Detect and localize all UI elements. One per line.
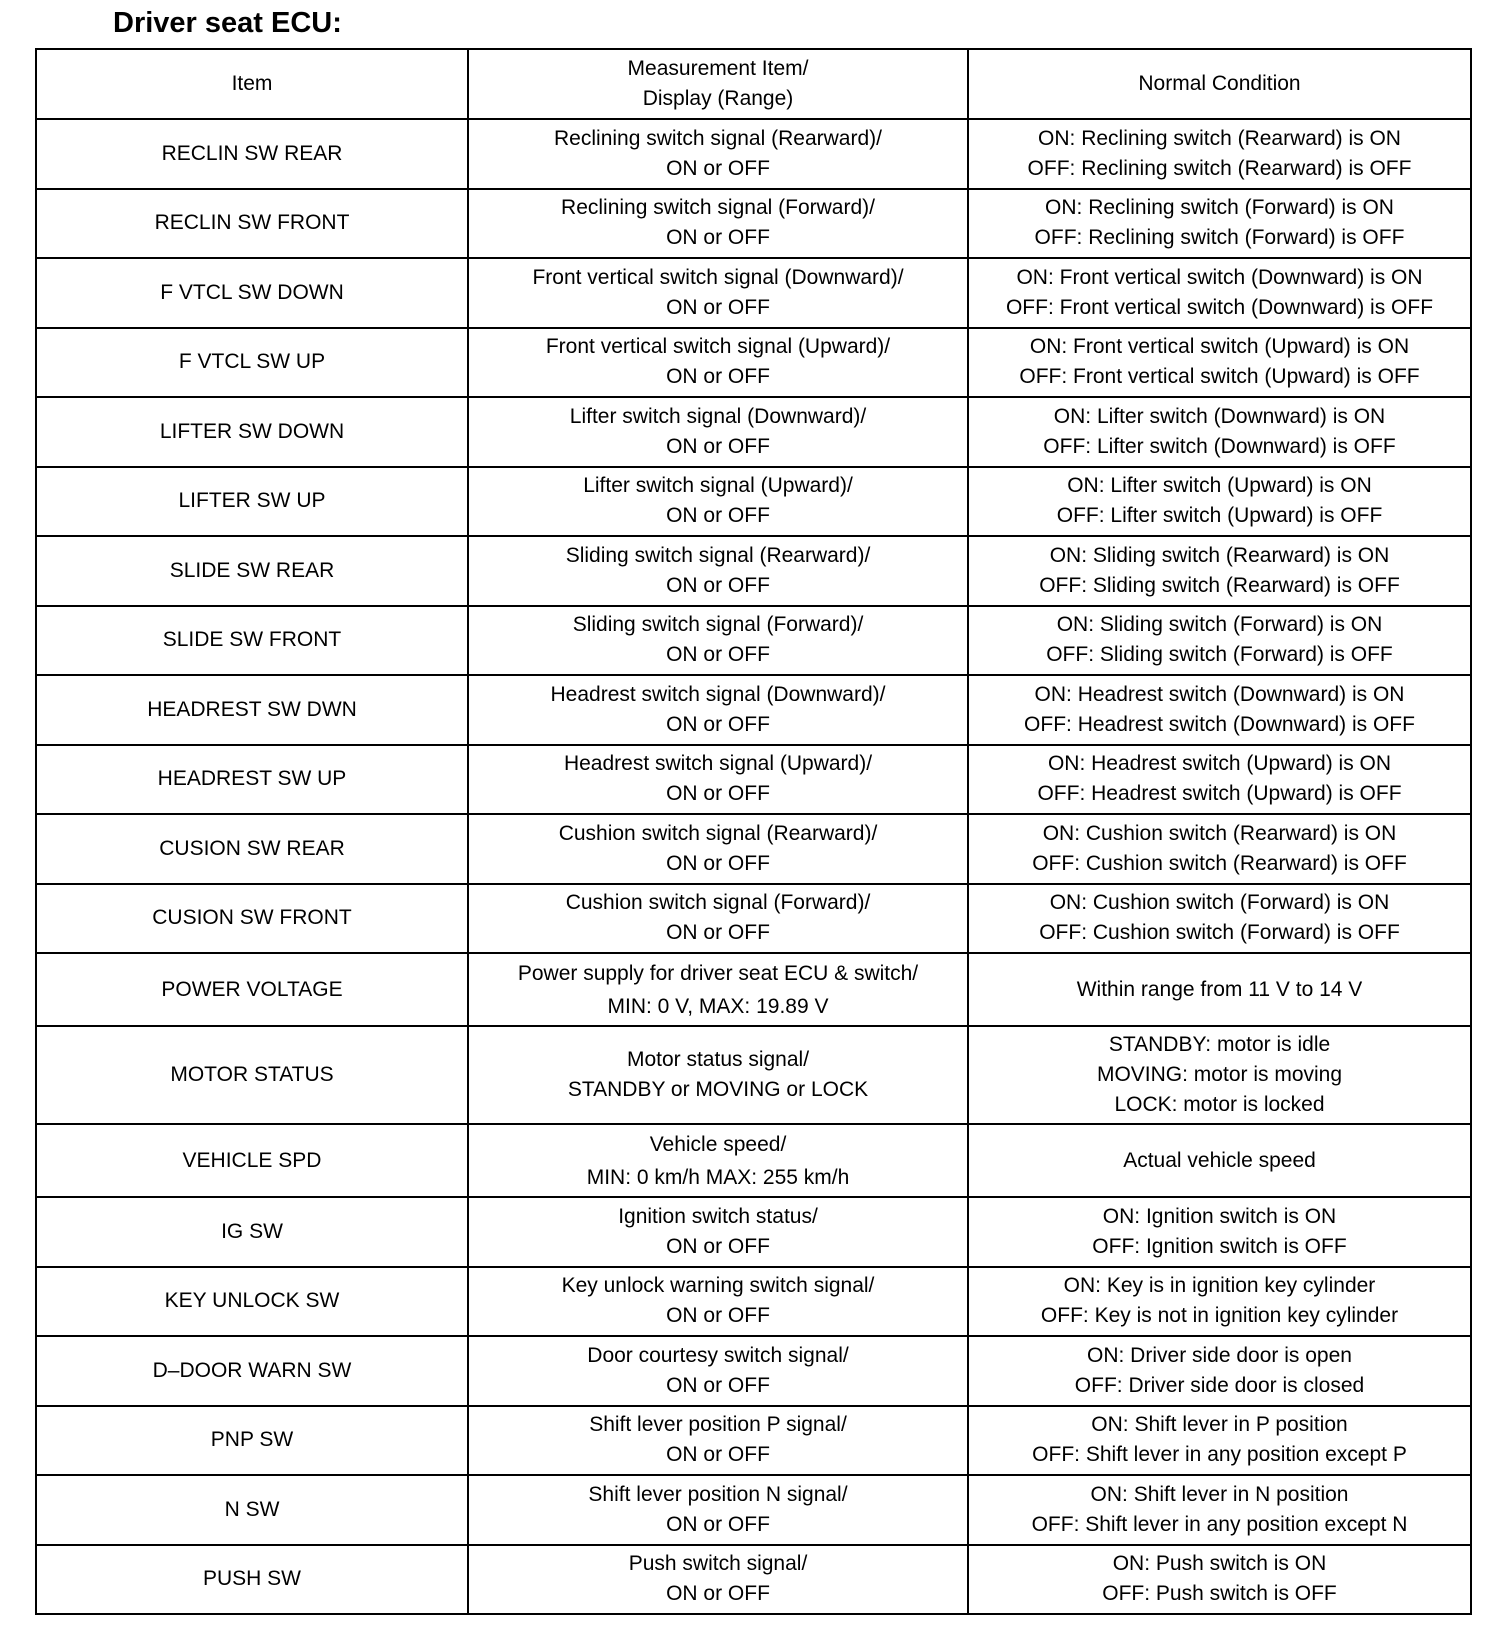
cell-normal-condition xyxy=(968,1545,1471,1615)
cell-item xyxy=(36,1406,468,1476)
table-row xyxy=(36,536,1471,606)
item-label: F VTCL SW UP xyxy=(178,350,326,374)
cell-normal-condition xyxy=(968,953,1471,1026)
normal-condition-line: ON: Sliding switch (Rearward) is ON xyxy=(1049,543,1390,567)
table-row xyxy=(36,745,1471,815)
cell-normal-condition xyxy=(968,328,1471,398)
cell-measurement xyxy=(468,745,968,815)
table-row xyxy=(36,1197,1471,1267)
item-label: SLIDE SW REAR xyxy=(169,558,335,582)
cell-measurement xyxy=(468,328,968,398)
cell-normal-condition xyxy=(968,745,1471,815)
measurement-line: Key unlock warning switch signal/ xyxy=(561,1274,875,1298)
cell-normal-condition xyxy=(968,189,1471,259)
cell-item xyxy=(36,1545,468,1615)
cell-measurement xyxy=(468,884,968,954)
item-label: CUSION SW FRONT xyxy=(152,906,352,930)
item-label: KEY UNLOCK SW xyxy=(164,1289,340,1313)
item-label: F VTCL SW DOWN xyxy=(160,280,344,304)
cell-normal-condition xyxy=(968,467,1471,537)
cell-item xyxy=(36,1475,468,1545)
measurement-line: STANDBY or MOVING or LOCK xyxy=(567,1078,869,1101)
normal-condition-line: OFF: Push switch is OFF xyxy=(1102,1582,1337,1606)
cell-normal-condition xyxy=(968,397,1471,467)
cell-item xyxy=(36,675,468,745)
cell-normal-condition xyxy=(968,1026,1471,1124)
measurement-line: Sliding switch signal (Forward)/ xyxy=(572,613,864,637)
cell-measurement xyxy=(468,397,968,467)
cell-item xyxy=(36,1026,468,1124)
normal-condition-line: OFF: Lifter switch (Upward) is OFF xyxy=(1056,504,1383,528)
normal-condition-line: ON: Headrest switch (Upward) is ON xyxy=(1047,752,1392,776)
cell-normal-condition xyxy=(968,258,1471,328)
measurement-line: ON or OFF xyxy=(666,365,770,389)
cell-item xyxy=(36,1124,468,1197)
item-label: POWER VOLTAGE xyxy=(161,977,343,1001)
measurement-line: Push switch signal/ xyxy=(628,1552,808,1576)
normal-condition-line: OFF: Front vertical switch (Upward) is OFF xyxy=(1019,365,1420,389)
table-row xyxy=(36,1267,1471,1337)
item-label: PNP SW xyxy=(210,1428,294,1452)
measurement-line: MIN: 0 V, MAX: 19.89 V xyxy=(607,994,829,1018)
measurement-line: Ignition switch status/ xyxy=(618,1204,818,1228)
measurement-line: Headrest switch signal (Upward)/ xyxy=(563,752,873,776)
table-body xyxy=(36,119,1471,1614)
normal-condition-line: ON: Headrest switch (Downward) is ON xyxy=(1034,682,1405,706)
measurement-line: ON or OFF xyxy=(666,156,770,180)
table-row xyxy=(36,884,1471,954)
cell-item xyxy=(36,397,468,467)
normal-condition-line: ON: Reclining switch (Rearward) is ON xyxy=(1038,126,1401,150)
normal-condition-line: OFF: Sliding switch (Rearward) is OFF xyxy=(1039,573,1400,597)
measurement-line: Lifter switch signal (Downward)/ xyxy=(569,404,867,428)
normal-condition-line: OFF: Shift lever in any position except N xyxy=(1031,1512,1408,1536)
measurement-line: Shift lever position N signal/ xyxy=(588,1482,848,1506)
item-label: N SW xyxy=(224,1497,280,1521)
normal-condition-line: OFF: Shift lever in any position except P xyxy=(1032,1443,1407,1467)
table-row xyxy=(36,1406,1471,1476)
cell-measurement xyxy=(468,953,968,1026)
item-label: VEHICLE SPD xyxy=(182,1148,322,1172)
cell-normal-condition xyxy=(968,814,1471,884)
measurement-line: Cushion switch signal (Forward)/ xyxy=(565,891,871,915)
cell-item xyxy=(36,953,468,1026)
cell-normal-condition xyxy=(968,1267,1471,1337)
table-row xyxy=(36,189,1471,259)
measurement-line: ON or OFF xyxy=(666,1304,770,1328)
item-label: CUSION SW REAR xyxy=(159,836,345,860)
measurement-line: Shift lever position P signal/ xyxy=(589,1413,847,1437)
measurement-line: Vehicle speed/ xyxy=(649,1132,787,1156)
cell-normal-condition xyxy=(968,1475,1471,1545)
cell-normal-condition xyxy=(968,884,1471,954)
normal-condition-line: ON: Lifter switch (Downward) is ON xyxy=(1053,404,1386,428)
measurement-line: Cushion switch signal (Rearward)/ xyxy=(558,821,878,845)
table-row xyxy=(36,1124,1471,1197)
cell-measurement xyxy=(468,1336,968,1406)
cell-measurement xyxy=(468,1124,968,1197)
table-row xyxy=(36,1545,1471,1615)
cell-item xyxy=(36,1336,468,1406)
normal-condition-line: Actual vehicle speed xyxy=(1123,1148,1316,1172)
item-label: LIFTER SW DOWN xyxy=(159,419,345,443)
normal-condition-line: ON: Sliding switch (Forward) is ON xyxy=(1056,613,1383,637)
measurement-line: Front vertical switch signal (Upward)/ xyxy=(545,335,891,359)
normal-condition-line: STANDBY: motor is idle xyxy=(1108,1033,1331,1056)
table-row xyxy=(36,328,1471,398)
cell-item xyxy=(36,536,468,606)
item-label: LIFTER SW UP xyxy=(178,489,326,513)
cell-normal-condition xyxy=(968,1406,1471,1476)
normal-condition-line: OFF: Headrest switch (Downward) is OFF xyxy=(1024,712,1415,736)
normal-condition-line: Within range from 11 V to 14 V xyxy=(1076,977,1363,1001)
item-label: D–DOOR WARN SW xyxy=(152,1358,352,1382)
cell-item xyxy=(36,119,468,189)
table-row xyxy=(36,1026,1471,1124)
measurement-line: ON or OFF xyxy=(666,1582,770,1606)
cell-measurement xyxy=(468,1026,968,1124)
cell-measurement xyxy=(468,1545,968,1615)
table-row xyxy=(36,467,1471,537)
measurement-line: ON or OFF xyxy=(666,573,770,597)
measurement-line: Reclining switch signal (Forward)/ xyxy=(561,196,875,220)
cell-measurement xyxy=(468,675,968,745)
measurement-line: ON or OFF xyxy=(666,851,770,875)
header-item: Item xyxy=(36,49,468,119)
normal-condition-line: ON: Front vertical switch (Upward) is ON xyxy=(1029,335,1410,359)
normal-condition-line: OFF: Lifter switch (Downward) is OFF xyxy=(1043,434,1396,458)
measurement-line: ON or OFF xyxy=(666,712,770,736)
table-header-row xyxy=(36,49,1471,119)
table-row xyxy=(36,397,1471,467)
measurement-line: Sliding switch signal (Rearward)/ xyxy=(565,543,871,567)
cell-item xyxy=(36,884,468,954)
measurement-line: Reclining switch signal (Rearward)/ xyxy=(554,126,882,150)
cell-item xyxy=(36,1267,468,1337)
measurement-line: ON or OFF xyxy=(666,504,770,528)
cell-measurement xyxy=(468,467,968,537)
cell-normal-condition xyxy=(968,1197,1471,1267)
header-normal-condition: Normal Condition xyxy=(968,49,1471,119)
normal-condition-line: OFF: Front vertical switch (Downward) is OFF xyxy=(1005,295,1434,319)
item-label: RECLIN SW REAR xyxy=(161,141,343,165)
cell-measurement xyxy=(468,189,968,259)
measurement-line: ON or OFF xyxy=(666,643,770,667)
cell-normal-condition xyxy=(968,675,1471,745)
normal-condition-line: OFF: Headrest switch (Upward) is OFF xyxy=(1037,782,1402,806)
table-row xyxy=(36,675,1471,745)
normal-condition-line: OFF: Sliding switch (Forward) is OFF xyxy=(1046,643,1393,667)
measurement-line: Lifter switch signal (Upward)/ xyxy=(583,474,853,498)
cell-item xyxy=(36,606,468,676)
page-title: Driver seat ECU: xyxy=(113,7,342,39)
table-row xyxy=(36,258,1471,328)
cell-measurement xyxy=(468,606,968,676)
normal-condition-line: OFF: Driver side door is closed xyxy=(1074,1373,1365,1397)
cell-item xyxy=(36,258,468,328)
header-measurement: Measurement Item/ Display (Range) xyxy=(468,49,968,119)
measurement-line: Motor status signal/ xyxy=(626,1048,810,1071)
item-label: PUSH SW xyxy=(202,1567,301,1591)
measurement-line: Door courtesy switch signal/ xyxy=(587,1343,849,1367)
normal-condition-line: OFF: Reclining switch (Forward) is OFF xyxy=(1034,226,1405,250)
measurement-line: Headrest switch signal (Downward)/ xyxy=(550,682,886,706)
table-row xyxy=(36,1475,1471,1545)
cell-measurement xyxy=(468,1406,968,1476)
measurement-line: Front vertical switch signal (Downward)/ xyxy=(532,265,904,289)
table-row xyxy=(36,119,1471,189)
cell-measurement xyxy=(468,119,968,189)
normal-condition-line: LOCK: motor is locked xyxy=(1114,1093,1325,1116)
normal-condition-line: MOVING: motor is moving xyxy=(1096,1063,1343,1086)
normal-condition-line: OFF: Reclining switch (Rearward) is OFF xyxy=(1027,156,1412,180)
item-label: RECLIN SW FRONT xyxy=(154,211,350,235)
measurement-line: Power supply for driver seat ECU & switch/ xyxy=(517,961,919,985)
item-label: IG SW xyxy=(221,1219,283,1243)
measurement-line: ON or OFF xyxy=(666,226,770,250)
measurement-line: ON or OFF xyxy=(666,1373,770,1397)
cell-item xyxy=(36,1197,468,1267)
table-row xyxy=(36,953,1471,1026)
cell-item xyxy=(36,745,468,815)
item-label: HEADREST SW DWN xyxy=(147,697,357,721)
table-row xyxy=(36,814,1471,884)
normal-condition-line: OFF: Ignition switch is OFF xyxy=(1092,1234,1347,1258)
measurement-line: MIN: 0 km/h MAX: 255 km/h xyxy=(586,1165,850,1189)
measurement-line: ON or OFF xyxy=(666,1234,770,1258)
normal-condition-line: ON: Ignition switch is ON xyxy=(1102,1204,1337,1228)
cell-item xyxy=(36,189,468,259)
normal-condition-line: ON: Key is in ignition key cylinder xyxy=(1063,1274,1376,1298)
item-label: MOTOR STATUS xyxy=(170,1063,334,1086)
cell-measurement xyxy=(468,1197,968,1267)
table-row xyxy=(36,1336,1471,1406)
cell-measurement xyxy=(468,1267,968,1337)
data-list-table xyxy=(35,48,1472,1615)
normal-condition-line: ON: Driver side door is open xyxy=(1087,1343,1352,1367)
cell-normal-condition xyxy=(968,119,1471,189)
table-row xyxy=(36,606,1471,676)
cell-measurement xyxy=(468,814,968,884)
cell-normal-condition xyxy=(968,606,1471,676)
measurement-line: ON or OFF xyxy=(666,1512,770,1536)
cell-measurement xyxy=(468,536,968,606)
cell-normal-condition xyxy=(968,536,1471,606)
normal-condition-line: ON: Reclining switch (Forward) is ON xyxy=(1045,196,1394,220)
cell-measurement xyxy=(468,1475,968,1545)
item-label: SLIDE SW FRONT xyxy=(162,628,342,652)
normal-condition-line: ON: Cushion switch (Rearward) is ON xyxy=(1042,821,1397,845)
measurement-line: ON or OFF xyxy=(666,434,770,458)
measurement-line: ON or OFF xyxy=(666,921,770,945)
normal-condition-line: ON: Cushion switch (Forward) is ON xyxy=(1049,891,1390,915)
normal-condition-line: ON: Front vertical switch (Downward) is ON xyxy=(1016,265,1423,289)
normal-condition-line: OFF: Cushion switch (Forward) is OFF xyxy=(1039,921,1400,945)
cell-measurement xyxy=(468,258,968,328)
normal-condition-line: ON: Lifter switch (Upward) is ON xyxy=(1067,474,1372,498)
item-label: HEADREST SW UP xyxy=(157,767,347,791)
cell-item xyxy=(36,467,468,537)
cell-item xyxy=(36,814,468,884)
cell-normal-condition xyxy=(968,1124,1471,1197)
normal-condition-line: ON: Push switch is ON xyxy=(1112,1552,1327,1576)
measurement-line: ON or OFF xyxy=(666,1443,770,1467)
cell-normal-condition xyxy=(968,1336,1471,1406)
measurement-line: ON or OFF xyxy=(666,295,770,319)
measurement-line: ON or OFF xyxy=(666,782,770,806)
normal-condition-line: OFF: Cushion switch (Rearward) is OFF xyxy=(1032,851,1407,875)
normal-condition-line: ON: Shift lever in N position xyxy=(1090,1482,1349,1506)
normal-condition-line: ON: Shift lever in P position xyxy=(1091,1413,1348,1437)
cell-item xyxy=(36,328,468,398)
normal-condition-line: OFF: Key is not in ignition key cylinder xyxy=(1040,1304,1399,1328)
